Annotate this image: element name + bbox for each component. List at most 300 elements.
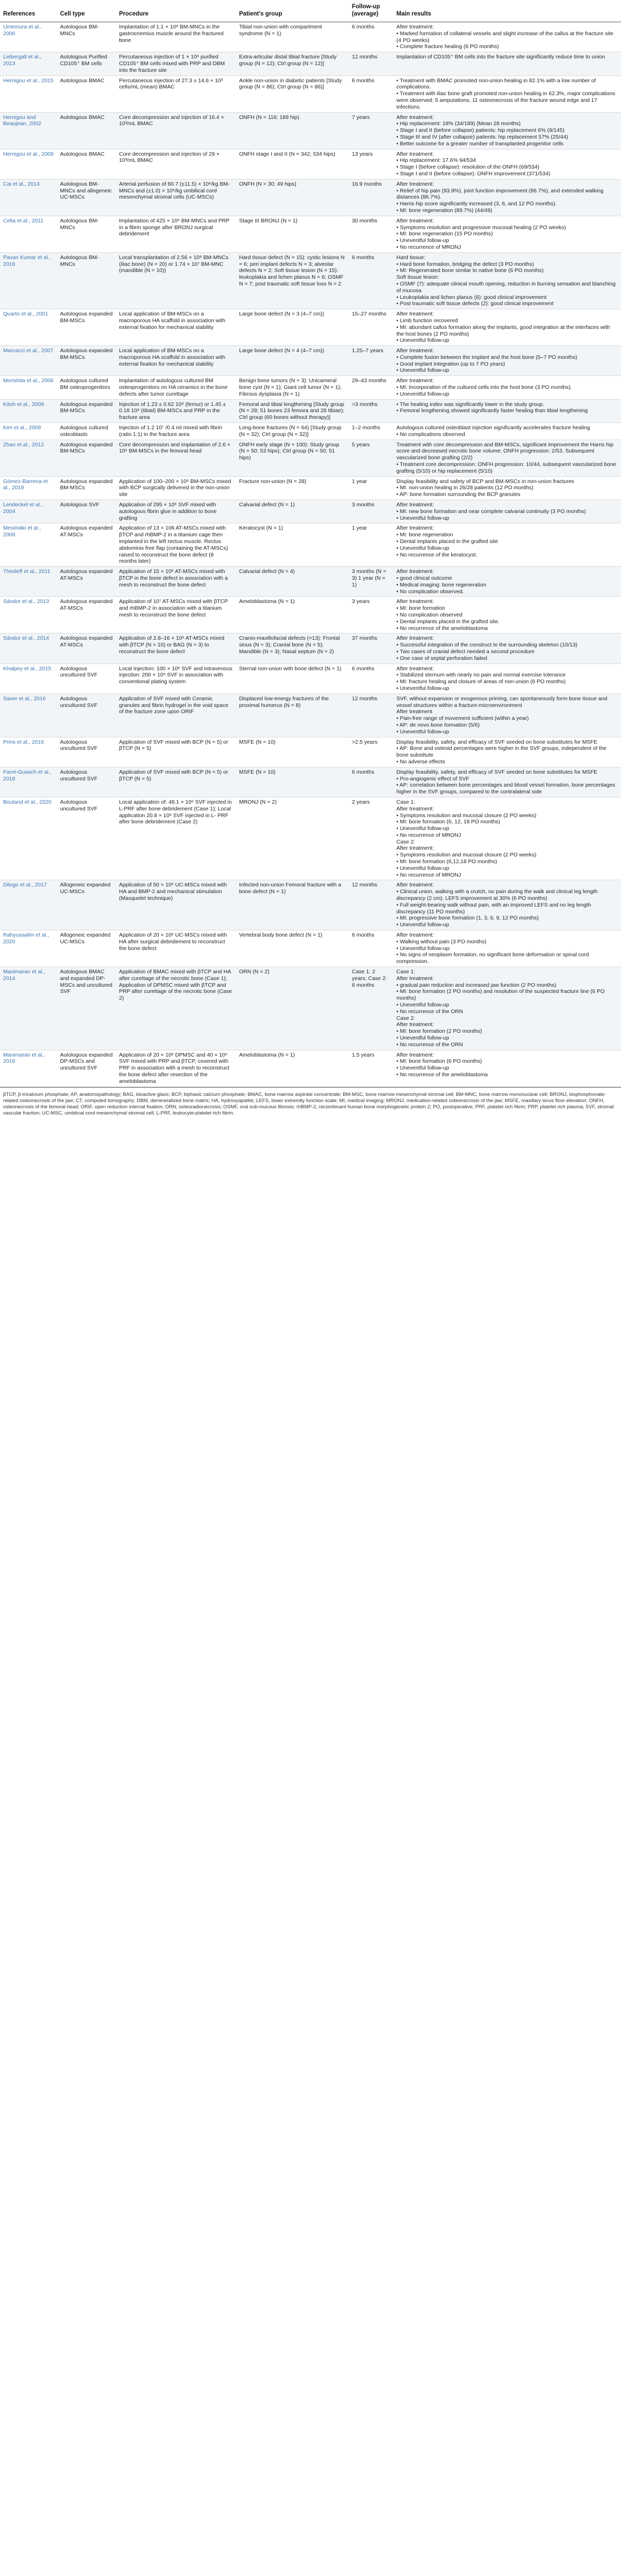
main-results-cell [393,500,621,523]
reference-cell[interactable]: Manimaran et al., 2016 [0,1050,57,1087]
procedure-cell: Application of 2.8–16 × 10⁶ AT-MSCs mixed with βTCP (N = 10) or BAG (N = 3) to reconstruct the bone defect [116,634,236,664]
procedure-cell: Application of 13 × 106 AT-MSCs mixed with βTCP and rhBMP-2 in a titanium cage then implanted in the left rectus muscle. Rectus abdominis free flap (containing the AT-MSCs) raised to reconstruct the bone defect (8 months later) [116,523,236,567]
procedure-cell: Core decompression and injection of 29 × 10³/mL BMAC [116,149,236,179]
reference-cell[interactable]: Pavan Kumar et al., 2016 [0,252,57,309]
result-line: • Dental implants placed in the grafted site. [396,618,500,625]
main-results-cell [393,149,621,179]
main-results-cell [393,967,621,1050]
follow-up-cell: 6 months [349,930,393,967]
follow-up-cell: 16.9 months [349,179,393,216]
cell-type-cell: Autologous expanded BM-MSCs [57,346,116,376]
result-line: After treatment: [396,598,434,605]
result-line: • MI: new bone formation and near complete calvarial continuity (3 PO months) [396,508,586,515]
cell-type-cell: Autologous expanded AT-MSCs [57,523,116,567]
table-row [0,737,621,767]
reference-cell[interactable]: Saxer et al., 2016 [0,694,57,737]
result-line: • Complete fracture healing (6 PO months) [396,43,499,50]
result-line: • Stabilized sternum with nearly no pain and normal exercise tolerance [396,672,566,679]
main-results-cell [393,930,621,967]
follow-up-cell: >3 months [349,399,393,423]
follow-up-cell: 12 months [349,52,393,76]
result-line: • Uneventful follow-up [396,1002,449,1008]
result-line: Implantation of CD105⁺ BM cells into the fracture site significantly reduce time to union [396,54,605,61]
table-body [0,22,621,1087]
result-line: • MI: bone formation (6 PO months) [396,1058,482,1065]
reference-cell[interactable]: Kim et al., 2009 [0,423,57,440]
result-line: After treatment: [396,114,434,120]
patients-group-cell: Ankle non-union in diabetic patients [Study group (N = 86); Ctrl group (N = 86)] [236,76,349,112]
main-results-cell [393,112,621,149]
reference-cell[interactable]: Hernigou and Beaujean, 2002 [0,112,57,149]
cell-type-cell: Autologous uncultured SVF [57,737,116,767]
main-results-cell [393,664,621,694]
patients-group-cell: Displaced low-energy fractures of the proximal humerus (N = 8) [236,694,349,737]
cell-type-cell: Autologous expanded DP-MSCs and uncultured SVF [57,1050,116,1087]
follow-up-cell: 1.25–7 years [349,346,393,376]
procedure-cell: Application of 100–200 × 10⁶ BM-MSCs mixed with BCP surgically delivered in the non-union site [116,476,236,500]
cell-type-cell: Autologous BM-MNCs [57,216,116,252]
follow-up-cell: 6 months [349,76,393,112]
follow-up-cell: 1–2 months [349,423,393,440]
reference-cell[interactable]: Mesimäki et al., 2009 [0,523,57,567]
procedure-cell: Local transplantation of 2.56 × 10⁸ BM-MNCs (iliac bone) (N = 20) or 1.74 × 10⁷ BM-MNC (mandible (N = 10)) [116,252,236,309]
table-row [0,346,621,376]
header-patients-group: Patient's group [236,0,349,22]
follow-up-cell: 30 months [349,216,393,252]
main-results-cell [393,309,621,346]
reference-cell[interactable]: Khalpey et al., 2015 [0,664,57,694]
result-line: • Relief of hip pain (93.9%), joint function improvement (86.7%), and extended walking distances (86.7%). [396,187,603,201]
result-line: • No recurrence of MRONJ [396,871,462,878]
result-line: • Medical imaging: bone regeneration [396,581,486,588]
table-row [0,179,621,216]
main-results-cell [393,22,621,52]
header-references: References [0,0,57,22]
result-line: • No recurrence of MRONJ [396,832,462,838]
procedure-cell: Application of 20 × 10⁶ DPMSC and 40 × 10⁶ SVF mixed with PRP and βTCP, covered with PRF in association with a mesh to reconstruct the bone defect after resection of the ameloblastoma [116,1050,236,1087]
result-line: • Limb function recovered [396,317,458,324]
table-row [0,500,621,523]
result-line: • Uneventful follow-up [396,237,449,244]
patients-group-cell: Hard tissue defect (N = 15): cystic lesions N = 6; peri implant defects N = 3; alveolar defects N = 2; Soft tissue lesion (N = 15): leukoplakia and lichen planus N = 6; OSMF N = 7; post traumatic soft tissue loss N = 2 [236,252,349,309]
result-line: After treatment: [396,378,434,384]
result-line: • Stage I and II (before collapse) patients: hip replacement 6% (9/145) [396,127,565,134]
patients-group-cell: Ameloblastoma (N = 1) [236,1050,349,1087]
main-results-cell [393,376,621,399]
result-line: After treatment: [396,665,434,672]
patients-group-cell: ORN (N = 2) [236,967,349,1050]
result-line: • AP: correlation between bone percentages and blood vessel formation, bone percentages higher in the SVF groups, compared to the contralateral side [396,782,615,795]
patients-group-cell: Cranio-maxillofacial defects (=13): Frontal sinus (N = 3); Cranial bone (N = 5); Mandible (N = 3); Nasal septum (N = 2) [236,634,349,664]
result-line: • No complications observed [396,431,465,438]
procedure-cell: Implantation of 425 × 10⁶ BM-MNCs and PRP in a fibrin sponge after BRONJ surgical debridement [116,216,236,252]
result-line: • No recurrence of the ORN [396,1008,463,1015]
main-results-cell [393,423,621,440]
cell-type-cell: Autologous SVF [57,500,116,523]
result-line: • Better outcome for a greater number of transplanted progenitor cells [396,140,564,147]
procedure-cell: Application of SVF mixed with Ceramic granules and fibrin hydrogel in the void space of the fracture zone upon ORIF [116,694,236,737]
procedure-cell: Application of SVF mixed with BCP (N = 5) or βTCP (N = 5) [116,767,236,797]
reference-cell[interactable]: Dilogo et al., 2017 [0,880,57,930]
main-results-cell [393,399,621,423]
main-results-cell [393,476,621,500]
result-line: After treatment: [396,1021,434,1028]
patients-group-cell: ONFH early stage (N = 100): Study group (N = 50; 53 hips); Ctrl group (N = 50; 51 hips) [236,440,349,476]
result-line: • MI: progressive bone formation (1, 3, 6, 9, 12 PO months) [396,915,539,922]
procedure-cell: Injection of 1.2 10⁷ /0.4 ml mixed with fibrin (ratio 1:1) in the fracture area [116,423,236,440]
table-row [0,22,621,52]
table-row [0,52,621,76]
result-line: • Uneventful follow-up [396,728,449,735]
reference-cell[interactable]: Liebergall et al., 2013 [0,52,57,76]
reference-cell[interactable]: Prins et al., 2016 [0,737,57,767]
result-line: • Uneventful follow-up [396,1035,449,1041]
result-line: • Complete fusion between the implant and the host bone (5–7 PO months) [396,354,578,360]
result-line: • OSMF (7): adequate clinical mouth opening, reduction in burning sensation and blanching of mucosa [396,280,616,294]
result-line: Case 2: [396,838,416,845]
patients-group-cell: Benign bone tumors (N = 3): Unicameral bone cyst (N = 1); Giant cell tumor (N = 1); Fibrous dysplasia (N = 1) [236,376,349,399]
result-line: • Two cases of cranial defect needed a second procedure [396,648,535,655]
procedure-cell: Core decompression and implantation of 2.6 × 10⁶ BM-MSCs in the femoral head [116,440,236,476]
document [0,0,621,1123]
cell-type-cell: Autologous expanded BM-MSCs [57,440,116,476]
reference-cell[interactable]: Sándor et al., 2013 [0,597,57,634]
result-line: • Uneventful follow-up [396,515,449,521]
patients-group-cell: Sternal non-union with bone defect (N = 1) [236,664,349,694]
result-line: Treatment with core decompression and BM-MSCs, significant improvement the Harris hip score and decreased necrotic bone volume; ONFH progression: 2/53, Subsequent vascularized bone grafting (2/2) [396,441,614,461]
procedure-cell: Percutaneous injection of 1 × 10⁶ purified CD105⁺ BM cells mixed with PRP and DBM into the fracture site [116,52,236,76]
result-line: • Harris hip score significantly increased (3, 6, and 12 PO months). [396,201,557,207]
follow-up-cell: 6 months [349,22,393,52]
cell-therapy-table [0,0,621,1087]
patients-group-cell: Large bone defect (N = 3 (4–7 cm)) [236,309,349,346]
result-line: Hard tissue: [396,254,426,261]
reference-cell[interactable]: Hernigou et al., 2009 [0,149,57,179]
result-line: • Symptoms resolution and mucosal closure (2 PO weeks) [396,852,537,858]
result-line: After treatment: [396,502,434,508]
result-line: Display feasibility and safety of BCP and BM-MSCs in non-union fractures [396,478,574,485]
patients-group-cell: ONFH (N = 116; 189 hip) [236,112,349,149]
header-procedure: Procedure [116,0,236,22]
patients-group-cell: Calvarial defect (N = 4) [236,567,349,597]
follow-up-cell: 5 years [349,440,393,476]
patients-group-cell: Calvarial defect (N = 1) [236,500,349,523]
result-line: • MI: bone formation (2 PO months) [396,1028,482,1035]
table-row [0,930,621,967]
result-line: • Uneventful follow-up [396,865,449,871]
main-results-cell [393,252,621,309]
table-row [0,423,621,440]
follow-up-cell: 1 year [349,476,393,500]
result-line: • No signs of neoplasm formation, no significant bone deformation or spinal cord compression. [396,952,589,965]
table-row [0,567,621,597]
result-line: After treatment: [396,975,434,982]
result-line: • No recurrence of the ameloblastoma [396,1071,488,1078]
procedure-cell: Percutaneous injection of 27.3 ± 14.6 × 10³ cells/mL (mean) BMAC [116,76,236,112]
follow-up-cell: Case 1: 2 years; Case 2: 6 months [349,967,393,1050]
result-line: • Uneventful follow-up: [396,945,451,952]
result-line: • No recurrence of the keratocyst. [396,551,477,558]
table-row [0,309,621,346]
result-line: • No complication observed [396,611,463,618]
follow-up-cell: 6 months [349,252,393,309]
table-row [0,252,621,309]
reference-cell[interactable]: Marcacci et al., 2007 [0,346,57,376]
patients-group-cell: Tibial non-union with compartment syndrome (N = 1) [236,22,349,52]
patients-group-cell: MSFE (N = 10) [236,767,349,797]
patients-group-cell: Extra-articular distal tibial fracture [Study group (N = 12); Ctrl group (N = 12)] [236,52,349,76]
cell-type-cell: Autologous BM-MNCs [57,22,116,52]
main-results-cell [393,440,621,476]
result-line: • MI: bone formation (6,12,18 PO months) [396,858,497,865]
patients-group-cell: Keratocyst (N = 1) [236,523,349,567]
result-line: • MI: bone formation (2 PO months) and resolution of the suspected fracture line (6 PO months) [396,988,605,1002]
cell-type-cell: Autologous BM-MNCs [57,252,116,309]
patients-group-cell: ONFH (N = 30; 49 hips) [236,179,349,216]
follow-up-cell: 3 years [349,597,393,634]
result-line: • MI: bone formation (6, 12, 18 PO months) [396,819,500,825]
table-row [0,476,621,500]
result-line: • Post traumatic soft tissue defects (2): good clinical improvement [396,300,554,307]
result-line: • Femoral lengthening showed significantly faster healing than tibial lengthening [396,408,588,414]
follow-up-cell: 12 months [349,880,393,930]
patients-group-cell: Ameloblastoma (N = 1) [236,597,349,634]
cell-type-cell: Autologous Purified CD105⁺ BM cells [57,52,116,76]
main-results-cell [393,216,621,252]
result-line: • No recurrence of the ORN [396,1041,463,1048]
procedure-cell: Application of 15 × 10⁶ AT-MSCs mixed with βTCP in the bone defect in association with a mesh to reconstruct the bone defect [116,567,236,597]
patients-group-cell: Fracture non-union (N = 28) [236,476,349,500]
result-line: • Stage III and IV (after collapse) patients: hip replacement 57% (25/44) [396,133,568,140]
header-follow-up: Follow-up (average) [349,0,393,22]
result-line: After treatment: [396,525,434,532]
follow-up-cell: 37 months [349,634,393,664]
cell-type-cell: Autologous BMAC [57,76,116,112]
table-row [0,597,621,634]
result-line: Autologous cultured osteoblast injection significantly accelerates fracture healing [396,425,590,431]
follow-up-cell: 6 months [349,664,393,694]
table-row [0,523,621,567]
result-line: • MI: non-union healing in 26/28 patients (12 PO months) [396,485,534,491]
result-line: • No adverse effects [396,758,445,765]
result-line: • MI: abundant callus formation along the implants, good integration at the interfaces with the host bones (2 PO months) [396,324,610,337]
procedure-cell: Core decompression and injection of 16.4 × 10³/mL BMAC [116,112,236,149]
table-row [0,399,621,423]
main-results-cell [393,797,621,880]
result-line: After treatment: [396,311,434,318]
follow-up-cell: 2 years [349,797,393,880]
result-line: • Full weight-bearing walk without pain, with an improved LEFS and no leg length discrepancy (11 PO months) [396,901,592,915]
procedure-cell: Implantation of 1.1 × 10⁸ BM-MNCs in the gastrocnemius muscle around the fractured bone [116,22,236,52]
follow-up-cell: 1 year [349,523,393,567]
reference-cell[interactable]: Rahyussalim et al., 2020 [0,930,57,967]
result-line: • Dental implants placed in the grafted site [396,538,498,545]
result-line: • Symptoms resolution and mucosal closure (2 PO weeks) [396,812,537,819]
procedure-cell: Application of 10⁷ AT-MSCs mixed with βTCP and rhBMP-2 in association with a titanium mesh to reconstruct the bone defect [116,597,236,634]
procedure-cell: Local application of BM-MSCs on a macroporous HA scaffold in association with external fixation for mechanical stability [116,309,236,346]
result-line: After treatment: [396,1051,434,1058]
header-main-results: Main results [393,0,621,22]
main-results-cell [393,179,621,216]
result-line: • MI: bone formation [396,605,446,612]
cell-type-cell: Autologous expanded AT-MSCs [57,634,116,664]
reference-cell[interactable]: Cai et al., 2014 [0,179,57,216]
table-footnote: βTCP, β-tricalcium phosphate; AP, anatomopathology; BAG, bioactive glass; BCP, biphasic calcium phosphate; BMAC, bone marrow aspirate concentrate; BM-MSC, bone marrow mesenchymal stromal cell; BM-MNC, bone marrow mononuclear cell; BRONJ, bisphosphonate-related osteonecrosis of the jaw; CT, computed tomography; DBM, demineralized bone matrix; HA, hydroxyapatite; LEFS, lower extremity function scale; MI, medical imaging; MRONJ, medication-related osteonecrosis of the jaw; MSFE, maxillary sinus floor elevation; ONFH, osteonecrosis of the femoral head; ORIF, open reduction internal fixation; ORN, osteoradionecrosis; OSMF, oral sub-mucous fibrosis; rhBMP-2, recombinant human bone morphogenetic protein 2; PO, postoperative; PRF, platelet rich fibrin; PRP, platelet rich plasma; SVF, stromal vascular fraction; UC-MSC, umbilical cord mesenchymal stromal cell; L-PRF, leukocyte-platelet rich fibrin. [0,1087,621,1123]
reference-cell[interactable]: Morishita et al., 2006 [0,376,57,399]
result-line: • No complication observed. [396,588,464,595]
table-row [0,694,621,737]
result-line: Soft tissue lesion: [396,274,439,281]
result-line: After treatment: [396,845,434,852]
result-line: • Uneventful follow-up [396,545,449,551]
result-line: SVF, without expansion or exogenous priming, can spontaneously form bone tissue and vessel structures within a fracture-microenvironment [396,695,608,709]
result-line: • Uneventful follow-up [396,825,449,832]
table-row [0,664,621,694]
reference-cell[interactable]: Hernigou et al., 2015 [0,76,57,112]
main-results-cell [393,880,621,930]
main-results-cell [393,737,621,767]
procedure-cell: Application of 20 × 10⁶ UC-MSCs mixed with HA after surgical debridement to reconstruct the bone defect [116,930,236,967]
result-line: After treatment: [396,882,434,888]
result-line: • Marked formation of collateral vessels and slight increase of the callus at the fracture site (4 PO weeks) [396,30,614,43]
reference-cell[interactable]: Thesleff et al., 2011 [0,567,57,597]
result-line: • Stage I (before collapse): resolution of the ONFH (69/534) [396,164,540,171]
procedure-cell: Local application of BM-MSCs on a macroporous HA scaffold in association with external fixation for mechanical stability [116,346,236,376]
procedure-cell: Application of SVF mixed with BCP (N = 5) or βTCP (N = 5) [116,737,236,767]
result-line: After treatment: [396,180,434,187]
reference-cell[interactable]: Sándor et al., 2014 [0,634,57,664]
main-results-cell [393,52,621,76]
result-line: • Treatment core decompression: ONFH progression: 10/44, subsequent vascularized bone grafting (5/10) or hip replacement (5/10) [396,461,616,474]
patients-group-cell: ONFH stage I and II (N = 342; 534 hips) [236,149,349,179]
cell-type-cell: Allogeneic expanded UC-MSCs [57,930,116,967]
header-cell-type: Cell type [57,0,116,22]
patients-group-cell: Stage III BRONJ (N = 1) [236,216,349,252]
result-line: After treatment: [396,932,434,939]
result-line: • Uneventful follow-up [396,367,449,374]
cell-type-cell: Autologous expanded BM-MSCs [57,309,116,346]
result-line: • One case of septal perforation failed [396,655,487,661]
main-results-cell [393,1050,621,1087]
reference-cell[interactable]: Manimaran et al., 2014 [0,967,57,1050]
reference-cell[interactable]: Quarto et al., 2001 [0,309,57,346]
main-results-cell [393,523,621,567]
follow-up-cell: 6 months [349,767,393,797]
cell-type-cell: Autologous BMAC and expanded DP-MSCs and uncultured SVF [57,967,116,1050]
follow-up-cell: 12 months [349,694,393,737]
reference-cell[interactable]: Farré-Guasch et al., 2018 [0,767,57,797]
cell-type-cell: Autologous expanded BM-MSCs [57,399,116,423]
procedure-cell: Application of 295 × 10⁶ SVF mixed with autologous fibrin glue in addition to bone grafting [116,500,236,523]
result-line: • AP: Bone and osteoid percentages were higher in the SVF groups, independent of the bone substitute [396,745,607,759]
follow-up-cell: >2.5 years [349,737,393,767]
result-line: After treatment: [396,150,434,157]
table-row [0,440,621,476]
result-line: • Hip replacement: 17.6% 94/534 [396,157,476,164]
cell-type-cell: Autologous BMAC [57,112,116,149]
result-line: After treatment: [396,348,434,354]
result-line: • No recurrence of MRONJ [396,244,462,250]
cell-type-cell: Autologous expanded BM-MSCs [57,476,116,500]
result-line: Case 1: [396,799,416,805]
follow-up-cell: 3 months [349,500,393,523]
reference-cell[interactable]: Gómez-Barrena et al., 2019 [0,476,57,500]
table-row [0,216,621,252]
result-line: Display feasibility, safety, and efficacy of SVF seeded on bone substitutes for MSFE [396,739,598,745]
result-line: • The healing index was significantly lower in the study group. [396,401,544,408]
main-results-cell [393,767,621,797]
cell-type-cell: Autologous expanded AT-MSCs [57,567,116,597]
reference-cell[interactable]: Bouland et al., 2020 [0,797,57,880]
result-line: • AP: bone formation surrounding the BCP granules [396,491,521,498]
result-line: • Hard bone formation, bridging the defect (3 PO months) [396,261,534,267]
result-line: • Uneventful follow-up [396,390,449,397]
cell-type-cell: Autologous uncultured SVF [57,694,116,737]
patients-group-cell: Femoral and tibial lengthening [Study group (N = 28; 51 bones 23 femora and 28 tibiae); Ctrl group (60 bones without therapy)] [236,399,349,423]
result-line: After treatment: [396,24,434,31]
table-header-row [0,0,621,22]
procedure-cell: Application of 50 × 10⁶ UC-MSCs mixed with HA and BMP-2 and mechanical stimulation (Masquelet technique) [116,880,236,930]
result-line: • Uneventful follow-up [396,685,449,691]
cell-type-cell: Autologous cultured osteoblasts [57,423,116,440]
result-line: • Treatment with iliac bone graft promoted non-union healing in 62.3%, major complications were observed: 5 amputations, 11 osteonecrosis of the fracture wound edge and 17 infections. [396,91,615,110]
table-row [0,880,621,930]
main-results-cell [393,567,621,597]
reference-cell[interactable]: Lendeckel et al., 2004 [0,500,57,523]
table-row [0,112,621,149]
main-results-cell [393,346,621,376]
result-line: • MI: Regenerated bone similar to native bone (6 PO months) [396,267,544,274]
result-line: • gradual pain reduction and increased jaw function (2 PO months) [396,982,556,988]
main-results-cell [393,597,621,634]
follow-up-cell: 29–43 months [349,376,393,399]
result-line: • Uneventful follow-up [396,337,449,344]
cell-type-cell: Autologous BMAC [57,149,116,179]
table-row [0,767,621,797]
result-line: • MI: bone regeneration (15 PO months) [396,231,493,237]
result-line: • Leukoplakia and lichen planus (6): good clinical improvement [396,294,547,300]
follow-up-cell: 13 years [349,149,393,179]
result-line: Case 2: [396,1015,416,1021]
patients-group-cell: MRONJ (N = 2) [236,797,349,880]
result-line: • AP: de novo bone formation (5/6) [396,721,480,728]
reference-cell[interactable]: Kitoh et al., 2009 [0,399,57,423]
reference-cell[interactable]: Zhao et al., 2012 [0,440,57,476]
result-line: After treatment [396,709,433,715]
result-line: • Pain-free range of movement sufficient (within a year) [396,715,529,722]
result-line: Case 1: [396,969,416,975]
reference-cell[interactable]: Umemura et al., 2006 [0,22,57,52]
result-line: • Good implant integration (up to 7 PO years) [396,360,505,367]
result-line: • MI: fracture healing and closure of areas of non-union (6 PO months) [396,679,566,685]
cell-type-cell: Allogeneic expanded UC-MSCs [57,880,116,930]
table-row [0,634,621,664]
patients-group-cell: Large bone defect (N = 4 (4–7 cm)) [236,346,349,376]
result-line: After treatment: [396,805,434,812]
reference-cell[interactable]: Cella et al., 2011 [0,216,57,252]
result-line: • Walking without pain (3 PO months) [396,938,486,945]
result-line: • Successful integration of the construct to the surrounding skeleton (10/13) [396,642,578,649]
procedure-cell: Application of BMAC mixed with βTCP and HA after curettage of the necrotic bone (Case 1); Application of DPMSC mixed with βTCP and PRP after curettage of the necrotic bone (Case 2) [116,967,236,1050]
result-line: After treatment: [396,568,434,575]
result-line: • Symptoms resolution and progressive mucosal healing (2 PO weeks) [396,224,566,231]
table-row [0,76,621,112]
result-line: • MI: Incorporation of the cultured cells into the host bone (3 PO months). [396,384,572,391]
table-row [0,376,621,399]
procedure-cell: Local application of: 48.1 × 10⁶ SVF injected in L-PRF after bone debridement (Case 1); Local application 20.8 × 10⁶ SVF injected in L- PRF after bone debridement (Case 2) [116,797,236,880]
follow-up-cell: 1.5 years [349,1050,393,1087]
result-line: • MI: bone regeneration [396,532,453,538]
